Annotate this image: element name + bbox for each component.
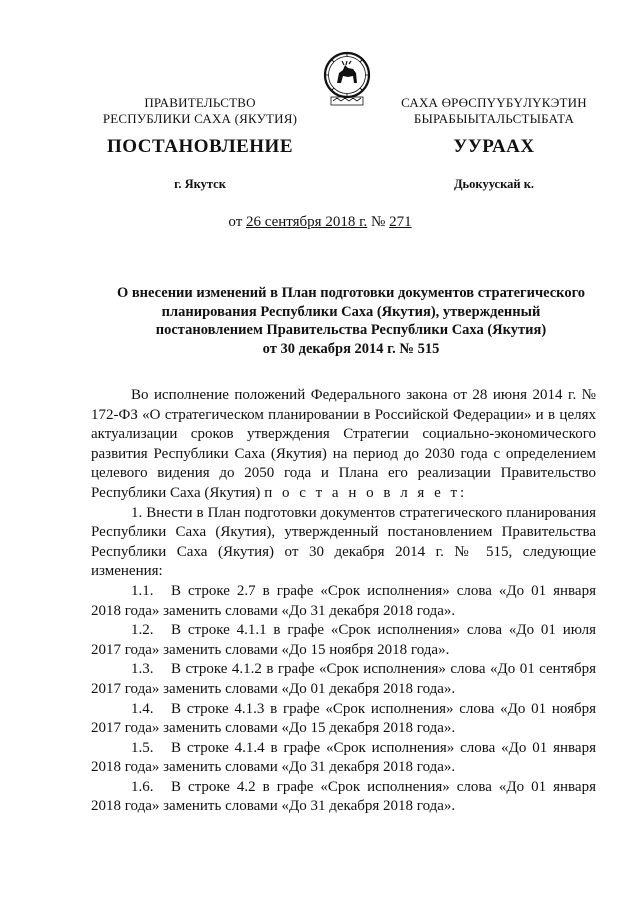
issuer-name-sakha [394,95,594,127]
subitem-text: В строке 4.2 в графе «Срок исполнения» слова «До 01 января 2018 года» заменить словами «До 31 декабря 2018 года». [91,778,596,815]
subitem-text: В строке 4.1.4 в графе «Срок исполнения» слова «До 01 января 2018 года» заменить словами «До 31 декабря 2018 года». [91,739,596,776]
issuer-sakha-line-1: САХА ӨРӨСПҮҮБҮЛҮКЭТИН [401,95,587,110]
number-sign: № [371,214,386,230]
subitem-number: 1.4. [131,700,154,717]
subitem-paragraph [91,621,596,660]
preamble-text: Во исполнение положений Федерального закона от 28 июня 2014 г. № 172-ФЗ «О стратегическом планировании в Российской Федерации» и в целях актуализации сроков утверждения Стратегии социально-экономического развития Республики Саха (Якутия) на период до 2030 года с определением целевого видения до 2050 года и Плана его реализации Правительство Республики Саха (Якутия) [91,387,596,501]
title-line: постановлением Правительства Республики Саха (Якутия) [155,322,547,338]
subitem-paragraph [91,582,596,621]
preamble-paragraph [91,386,596,504]
preamble-verb: п о с т а н о в л я е т: [264,484,468,501]
item-number: 1. [131,504,143,521]
item-paragraph [91,504,596,582]
subitem-text: В строке 2.7 в графе «Срок исполнения» слова «До 01 января 2018 года» заменить словами «До 31 декабря 2018 года». [91,582,596,619]
subitem-number: 1.1. [131,582,154,599]
document-number: 271 [389,214,412,230]
date-prefix: от [228,214,243,230]
document-type-sakha: УУРААХ [453,136,535,157]
subitem-text: В строке 4.1.2 в графе «Срок исполнения» слова «До 01 сентября 2017 года» заменить словами «До 01 декабря 2018 года». [91,661,596,697]
subitem-paragraph [91,660,596,699]
title-line: от 30 декабря 2014 г. № 515 [262,340,440,357]
subitem-number: 1.6. [131,778,154,795]
subitem-number: 1.3. [131,661,154,678]
coat-of-arms-emblem-icon [323,51,371,107]
issuer-sakha-line-2: БЫРАБЫЫТАЛЬСТЫБАТА [413,111,575,126]
subitem-text: В строке 4.1.1 в графе «Срок исполнения» слова «До 01 июля 2017 года» заменить словами «До 15 ноября 2018 года». [91,622,596,658]
document-title [100,284,602,358]
issuer-name-russian [100,95,300,127]
issuer-line-1: ПРАВИТЕЛЬСТВО [144,95,256,110]
document-type-russian: ПОСТАНОВЛЕНИЕ [106,136,294,157]
document-body [91,386,596,817]
city-russian: г. Якутск [174,177,226,191]
subitem-text: В строке 4.1.3 в графе «Срок исполнения» слова «До 01 ноября 2017 года» заменить словами «До 15 декабря 2018 года». [91,700,596,737]
subitem-number: 1.5. [131,739,154,756]
issuer-line-2: РЕСПУБЛИКИ САХА (ЯКУТИЯ) [102,111,298,126]
title-line: О внесении изменений в План подготовки документов стратегического [116,285,586,301]
document-date: 26 сентября 2018 г. [246,214,368,230]
item-text: Внести в План подготовки документов стратегического планирования Республики Саха (Якутия), утвержденный постановлением Правительства Республики Саха (Якутия) от 30 декабря 2014 г. № 515, следующие изменения: [91,504,596,580]
title-line: планирования Республики Саха (Якутия), утвержденный [161,303,541,320]
subitem-paragraph [91,778,596,817]
subitem-number: 1.2. [131,622,154,639]
subitem-paragraph [91,739,596,778]
document-date-number [0,214,640,231]
city-sakha: Дьокуускай к. [453,177,535,191]
subitem-paragraph [91,700,596,739]
